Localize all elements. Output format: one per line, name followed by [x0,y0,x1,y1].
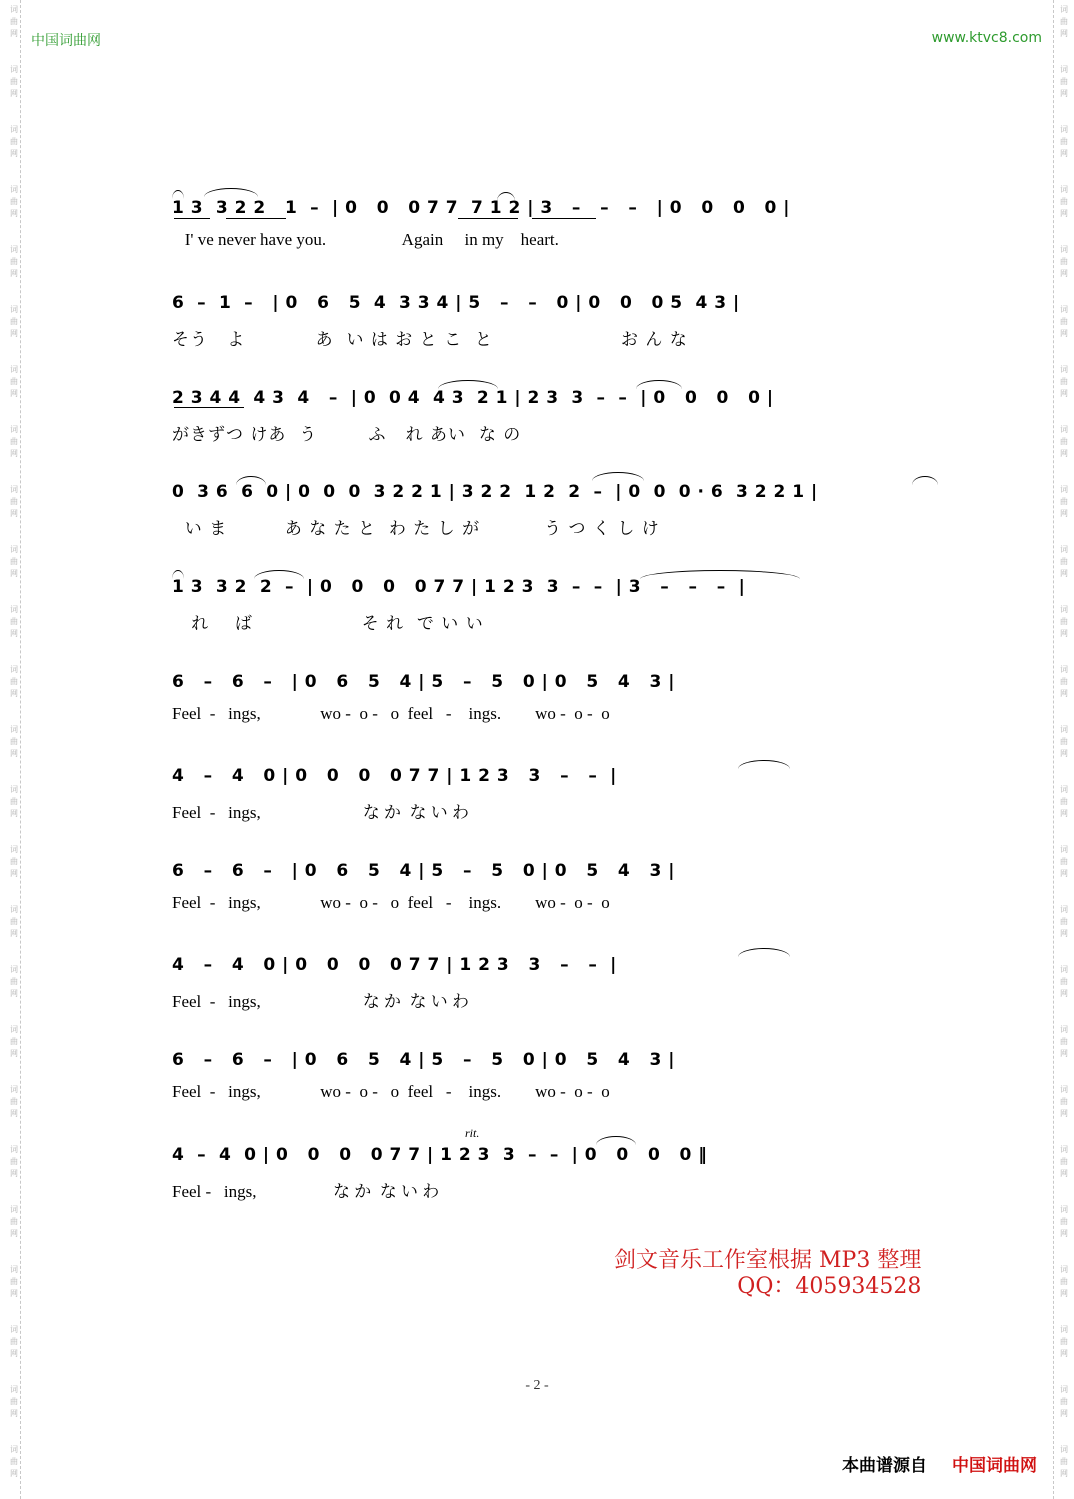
watermark-text: 词 曲 网 [1060,365,1068,398]
source-site-link[interactable]: 中国词曲网 [952,1456,1037,1476]
site-url-header[interactable]: www.ktvc8.com [931,30,1042,46]
watermark-text: 词 曲 网 [1060,545,1068,578]
watermark-text: 词 曲 网 [1060,5,1068,38]
score-row-3 [0,388,1074,448]
underline-mark [174,218,210,219]
watermark-text: 词 曲 网 [10,305,18,338]
watermark-text: 词 曲 网 [1060,1025,1068,1058]
slur-mark [738,760,790,769]
slur-mark [172,570,184,579]
watermark-text: 词 曲 网 [1060,305,1068,338]
watermark-text: 词 曲 网 [10,665,18,698]
watermark-text: 词 曲 网 [1060,1385,1068,1418]
slur-mark [172,190,184,199]
underline-mark [532,218,596,219]
watermark-text: 词 曲 网 [1060,1265,1068,1298]
watermark-text: 词 曲 网 [1060,485,1068,518]
watermark-text: 词 曲 网 [10,425,18,458]
notes-line: 1 3 3 2 2 – | 0 0 0 0 7 7 | 1 2 3 3 – – | 3 – – – | [172,577,746,597]
notes-line: 6 – 6 – | 0 6 5 4 | 5 – 5 0 | 0 5 4 3 | [172,672,675,692]
watermark-text: 词 曲 网 [1060,965,1068,998]
underline-mark [226,218,286,219]
watermark-text: 词 曲 网 [10,1325,18,1358]
watermark-text: 词 曲 网 [10,1265,18,1298]
lyrics-line: れ ば そ れ で い い [172,614,484,634]
score-row-9 [0,955,1074,1015]
watermark-text: 词 曲 网 [1060,785,1068,818]
watermark-text: 词 曲 网 [1060,1205,1068,1238]
score-row-5 [0,577,1074,637]
watermark-text: 词 曲 网 [1060,125,1068,158]
page-number: - 2 - [525,1378,549,1393]
score-row-11 [0,1145,1074,1205]
lyrics-line: I' ve never have you. Again in my heart. [172,230,559,249]
watermark-text: 词 曲 网 [1060,845,1068,878]
watermark-text: 词 曲 网 [10,725,18,758]
transcriber-credit [614,1248,921,1300]
watermark-text: 词 曲 网 [10,1145,18,1178]
watermark-text: 词 曲 网 [10,545,18,578]
slur-mark [596,1136,636,1145]
credit-qq: QQ：405934528 [737,1274,922,1299]
notes-line: 4 – 4 0 | 0 0 0 0 7 7 | 1 2 3 3 – – | [172,955,617,975]
slur-mark [912,476,938,485]
watermark-text: 词 曲 网 [10,125,18,158]
lyrics-line: い ま あ な た と わ た し が う つ く し け [172,519,660,539]
score-row-8 [0,861,1074,921]
watermark-text: 词 曲 网 [1060,1325,1068,1358]
credit-line: 剑文音乐工作室根据 MP3 整理 [614,1248,922,1273]
slur-mark [640,570,800,579]
notes-line: 6 – 6 – | 0 6 5 4 | 5 – 5 0 | 0 5 4 3 | [172,1050,675,1070]
notes-line: 1 3 3 2 2 1 – | 0 0 0 7 7 7 1 2 | 3 – – – | 0 0 0 0 | [172,198,791,218]
watermark-text: 词 曲 网 [1060,65,1068,98]
notes-line: 4 – 4 0 | 0 0 0 0 7 7 | 1 2 3 3 – – | [172,766,617,786]
watermark-text: 词 曲 网 [10,1205,18,1238]
lyrics-line: Feel - ings, な か な い わ [172,1182,440,1201]
underline-mark [458,218,518,219]
watermark-text: 词 曲 网 [10,485,18,518]
slur-mark [236,476,266,485]
watermark-text: 词 曲 网 [1060,1085,1068,1118]
watermark-text: 词 曲 网 [10,605,18,638]
watermark-text: 词 曲 网 [1060,665,1068,698]
notes-line: 6 – 6 – | 0 6 5 4 | 5 – 5 0 | 0 5 4 3 | [172,861,675,881]
lyrics-line: がきずつ けあ う ふ れ あい な の [172,425,522,445]
slur-mark [438,380,498,389]
watermark-text: 词 曲 网 [10,1445,18,1478]
slur-mark [738,948,790,957]
score-row-7 [0,766,1074,826]
underline-mark [174,407,244,408]
lyrics-line: Feel - ings, wo - o - o feel - ings. wo - o - o [172,704,610,723]
ritardando-mark: rit. [465,1126,480,1140]
slur-mark [592,472,644,481]
score-row-2 [0,293,1074,353]
notes-line: 0 3 6 6 0 | 0 0 0 3 2 2 1 | 3 2 2 1 2 2 – | 0 0 0 · 6 3 2 2 1 | [172,482,818,502]
notes-line: 4 – 4 0 | 0 0 0 0 7 7 | 1 2 3 3 – – | 0 0 0 0 ‖ [172,1145,708,1165]
notes-line: 6 – 1 – | 0 6 5 4 3 3 4 | 5 – – 0 | 0 0 0 5 4 3 | [172,293,740,313]
slur-mark [497,192,515,201]
lyrics-line: Feel - ings, wo - o - o feel - ings. wo - o - o [172,1082,610,1101]
watermark-text: 词 曲 网 [10,785,18,818]
watermark-text: 词 曲 网 [10,1385,18,1418]
watermark-text: 词 曲 网 [10,5,18,38]
watermark-text: 词 曲 网 [1060,425,1068,458]
lyrics-line: Feel - ings, wo - o - o feel - ings. wo - o - o [172,893,610,912]
lyrics-line: Feel - ings, な か な い わ [172,992,470,1011]
watermark-text: 词 曲 网 [10,65,18,98]
slur-mark [254,570,304,579]
score-row-4 [0,482,1074,542]
lyrics-line: そう よ あ い は お と こ と お ん な [172,330,688,350]
watermark-text: 词 曲 网 [1060,1145,1068,1178]
watermark-text: 词 曲 网 [1060,905,1068,938]
score-row-6 [0,672,1074,732]
watermark-text: 词 曲 网 [10,1085,18,1118]
watermark-text: 词 曲 网 [1060,245,1068,278]
watermark-text: 词 曲 网 [10,965,18,998]
watermark-text: 词 曲 网 [1060,185,1068,218]
source-label: 本曲谱源自 [842,1456,927,1476]
watermark-text: 词 曲 网 [10,365,18,398]
watermark-text: 词 曲 网 [10,845,18,878]
score-row-1 [0,198,1074,258]
score-row-10 [0,1050,1074,1110]
watermark-text: 词 曲 网 [1060,1445,1068,1478]
watermark-text: 词 曲 网 [10,245,18,278]
slur-mark [636,380,682,389]
watermark-text: 词 曲 网 [10,1025,18,1058]
watermark-text: 词 曲 网 [1060,725,1068,758]
site-name-header[interactable]: 中国词曲网 [31,33,101,49]
slur-mark [204,188,258,197]
watermark-text: 词 曲 网 [1060,605,1068,638]
lyrics-line: Feel - ings, な か な い わ [172,803,470,822]
watermark-text: 词 曲 网 [10,185,18,218]
notes-line: 2 3 4 4 4 3 4 – | 0 0 4 4 3 2 1 | 2 3 3 – – | 0 0 0 0 | [172,388,774,408]
watermark-text: 词 曲 网 [10,905,18,938]
